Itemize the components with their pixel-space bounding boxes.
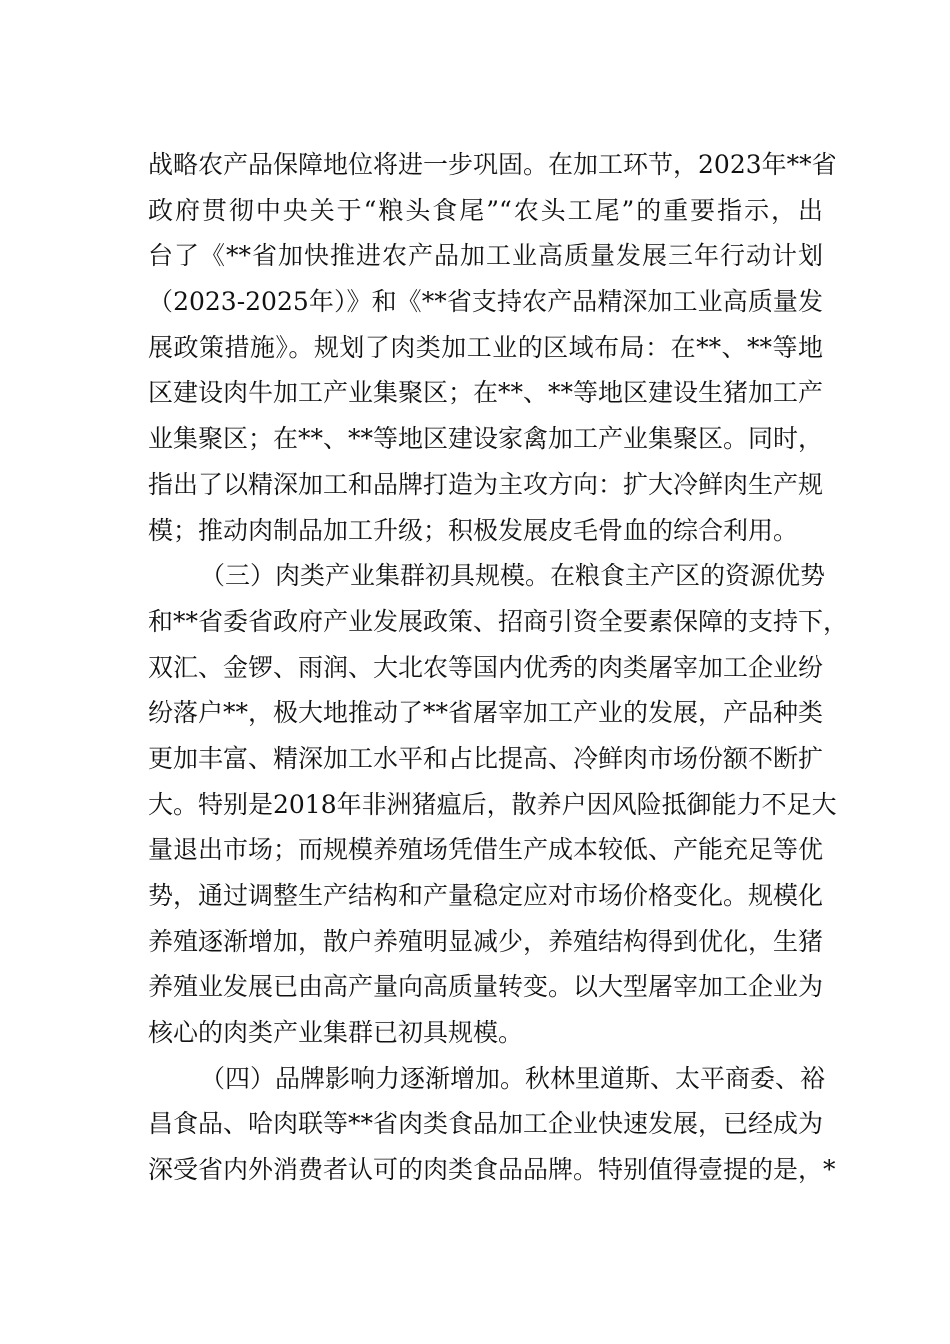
text-line: 深受省内外消费者认可的肉类食品品牌。特别值得壹提的是，* bbox=[148, 1155, 836, 1185]
text-line: 指出了以精深加工和品牌打造为主攻方向：扩大冷鲜肉生产规 bbox=[148, 469, 824, 499]
text-line: 大。特别是2018年非洲猪瘟后，散养户因风险抵御能力不足大 bbox=[148, 789, 837, 819]
text-line: 养殖逐渐增加，散户养殖明显减少，养殖结构得到优化，生猪 bbox=[148, 926, 824, 956]
text-line: 展政策措施》。规划了肉类加工业的区域布局：在**、**等地 bbox=[148, 332, 823, 362]
text-line: 政府贯彻中央关于“粮头食尾”“农头工尾”的重要指示，出 bbox=[148, 195, 823, 225]
text-line: 模；推动肉制品加工升级；积极发展皮毛骨血的综合利用。 bbox=[148, 515, 799, 545]
text-line: 双汇、金锣、雨润、大北农等国内优秀的肉类屠宰加工企业纷 bbox=[148, 652, 824, 682]
text-line: 战略农产品保障地位将进一步巩固。在加工环节，2023年**省 bbox=[148, 150, 837, 179]
text-line: 更加丰富、精深加工水平和占比提高、冷鲜肉市场份额不断扩 bbox=[148, 743, 824, 773]
text-line: 核心的肉类产业集群已初具规模。 bbox=[148, 1018, 524, 1048]
document-body bbox=[148, 142, 849, 1193]
text-line: 势，通过调整生产结构和产量稳定应对市场价格变化。规模化 bbox=[148, 881, 824, 910]
text-line: （2023-2025年）》和《**省支持农产品精深加工业高质量发 bbox=[148, 287, 823, 317]
text-line: 区建设肉牛加工产业集聚区；在**、**等地区建设生猪加工产 bbox=[148, 378, 824, 408]
text-line: 业集聚区；在**、**等地区建设家禽加工产业集聚区。同时， bbox=[148, 424, 824, 454]
text-line: 台了《**省加快推进农产品加工业高质量发展三年行动计划 bbox=[148, 241, 823, 271]
text-line: 昌食品、哈肉联等**省肉类食品加工企业快速发展，已经成为 bbox=[148, 1109, 824, 1139]
section-heading-line: （四）品牌影响力逐渐增加。秋林里道斯、太平商委、裕 bbox=[200, 1063, 826, 1093]
text-line: 和**省委省政府产业发展政策、招商引资全要素保障的支持下， bbox=[148, 606, 849, 636]
section-heading-line: （三）肉类产业集群初具规模。在粮食主产区的资源优势 bbox=[200, 561, 826, 591]
text-line: 养殖业发展已由高产量向高质量转变。以大型屠宰加工企业为 bbox=[148, 972, 824, 1002]
text-line: 量退出市场；而规模养殖场凭借生产成本较低、产能充足等优 bbox=[148, 835, 824, 865]
text-line: 纷落户**，极大地推动了**省屠宰加工产业的发展，产品种类 bbox=[148, 698, 824, 728]
